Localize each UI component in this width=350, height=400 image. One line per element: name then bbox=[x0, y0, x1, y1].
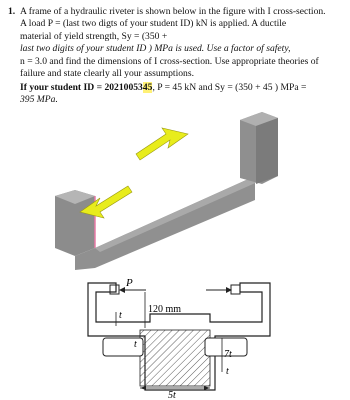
line-5: n = 3.0 and find the dimensions of I cross-section. Use appropriate theories of bbox=[20, 55, 319, 67]
label-t-right: t bbox=[226, 366, 229, 377]
label-120mm: 120 mm bbox=[148, 304, 182, 315]
p-arrow-left-head bbox=[119, 287, 125, 293]
label-5t: 5t bbox=[168, 390, 176, 400]
left-pin bbox=[110, 285, 119, 294]
line-4: last two digits of your student ID ) MPa is used. Use a factor of safety, bbox=[20, 43, 291, 55]
label-7t: 7t bbox=[224, 349, 232, 360]
example-id: = 20210053 bbox=[96, 82, 143, 93]
line-6: failure and state clearly all your assumptions. bbox=[20, 68, 194, 80]
label-t-left: t bbox=[119, 310, 122, 321]
label-t-web: t bbox=[134, 339, 137, 350]
line-1: A frame of a hydraulic riveter is shown below in the figure with I cross-section. bbox=[20, 6, 326, 17]
line-2: A load P = (last two digts of your student ID) kN is applied. A ductile bbox=[20, 18, 287, 30]
example-prefix: If your student ID bbox=[20, 82, 95, 93]
right-pin bbox=[231, 285, 240, 294]
label-p: P bbox=[126, 277, 133, 289]
five-t-arrow-left bbox=[140, 386, 146, 390]
i-section-hatch bbox=[140, 330, 210, 386]
question-number: 1. bbox=[8, 6, 16, 17]
example-id-highlight: 45 bbox=[142, 82, 153, 93]
example-result: 395 MPa. bbox=[20, 94, 58, 106]
i-flange-left bbox=[103, 338, 143, 356]
example-suffix: , P = 45 kN and Sy = (350 + 45 ) MPa = bbox=[152, 82, 307, 93]
line-3: material of yield strength, Sy = (350 + bbox=[20, 30, 168, 42]
